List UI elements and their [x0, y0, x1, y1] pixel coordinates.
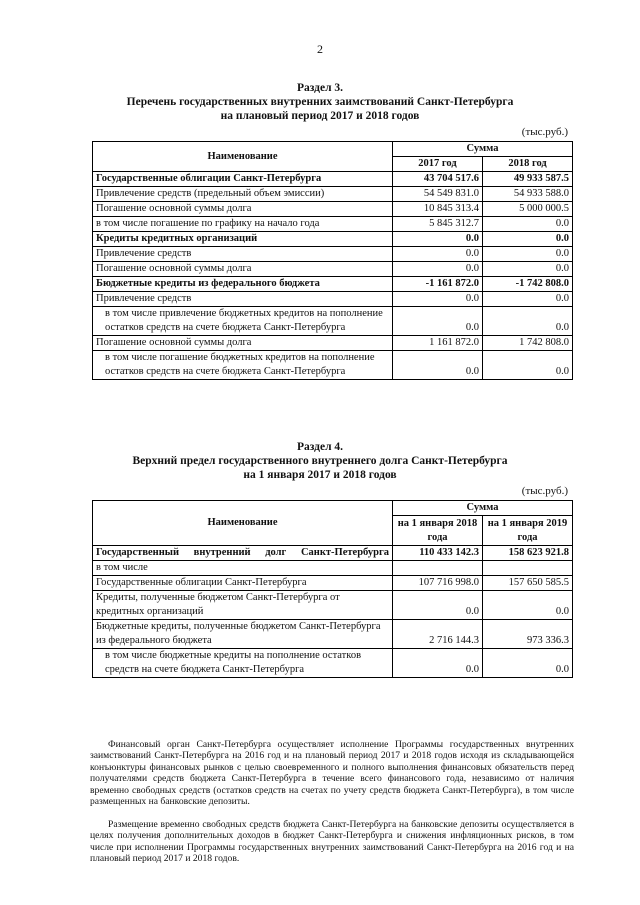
debt-limit-table: [92, 500, 573, 678]
section3-title: Перечень государственных внутренних заимствований Санкт-Петербурга: [126, 96, 514, 108]
table-cell-value: 0.0: [393, 351, 483, 380]
section3-unit: (тыс.руб.): [521, 126, 568, 138]
table-cell-label: в том числе погашение по графику на начало года: [93, 217, 393, 232]
table-cell-value: 0.0: [393, 262, 483, 277]
table-row: [93, 217, 573, 232]
table-cell-value: 5 845 312.7: [393, 217, 483, 232]
table-cell-label: Кредиты кредитных организаций: [93, 232, 393, 247]
table-cell-value: 157 650 585.5: [483, 576, 573, 591]
column-header-name: Наименование: [93, 501, 393, 546]
column-header-2018: на 1 января 2018 года: [393, 516, 483, 546]
table-cell-value: 0.0: [483, 649, 573, 678]
paragraph-deposits: Размещение временно свободных средств бюджета Санкт-Петербурга на банковские депозиты осуществляется в целях получения дополнительных доходов в бюджет Санкт-Петербурга и снижения инфляционных рисков, в том числе при исполнении Программы государственных внутренних заимствований Санкт-Петербурга на 2016 год и на плановый период 2017 и 2018 годов.: [90, 819, 574, 865]
table-cell-value: 0.0: [483, 351, 573, 380]
table-row: [93, 307, 573, 336]
section3-heading: [0, 81, 640, 123]
section3-number: Раздел 3.: [296, 82, 344, 94]
section4-unit: (тыс.руб.): [521, 485, 568, 497]
table-row: [93, 546, 573, 561]
table-cell-value: 5 000 000.5: [483, 202, 573, 217]
table-cell-value: 0.0: [393, 591, 483, 620]
table-row: [93, 620, 573, 649]
table-cell-label: в том числе погашение бюджетных кредитов на пополнение остатков средств на счете бюджета Санкт-Петербурга: [93, 351, 393, 380]
table-cell-value: 0.0: [483, 232, 573, 247]
table-cell-value: [393, 561, 483, 576]
column-header-sum: Сумма: [393, 142, 573, 157]
table-row: [93, 576, 573, 591]
table-cell-label: Государственные облигации Санкт-Петербурга: [93, 576, 393, 591]
column-header-name: Наименование: [93, 142, 393, 172]
table-cell-label: Погашение основной суммы долга: [93, 262, 393, 277]
table-row: [93, 232, 573, 247]
table-cell-value: 10 845 313.4: [393, 202, 483, 217]
table-cell-value: 0.0: [483, 292, 573, 307]
table-row: [93, 172, 573, 187]
table-cell-value: 0.0: [483, 591, 573, 620]
table-cell-label: Привлечение средств: [93, 247, 393, 262]
table-cell-value: 107 716 998.0: [393, 576, 483, 591]
paragraph-execution: Финансовый орган Санкт-Петербурга осуществляет исполнение Программы государственных внутренних заимствований Санкт-Петербурга на 2016 год и на плановый период 2017 и 2018 годов исходя из складывающейся конъюнктуры финансовых рынков с целью своевременного и полного выполнения финансовых обязательств перед получателями средств бюджета Санкт-Петербурга в течение всего финансового года, независимо от наличия временно свободных средств (остатков средств на счетах по учету средств бюджета Санкт-Петербурга), в том числе размещенных на банковские депозиты.: [90, 739, 574, 808]
table-row: [93, 649, 573, 678]
table-cell-label: в том числе: [93, 561, 393, 576]
table-row: [93, 351, 573, 380]
table-cell-label: Кредиты, полученные бюджетом Санкт-Петербурга от кредитных организаций: [93, 591, 393, 620]
table-cell-value: -1 742 808.0: [483, 277, 573, 292]
table-row: [93, 187, 573, 202]
table-cell-value: 0.0: [393, 232, 483, 247]
borrowings-table: [92, 141, 573, 380]
table-cell-label: Бюджетные кредиты, полученные бюджетом Санкт-Петербурга из федерального бюджета: [93, 620, 393, 649]
table-cell-label: Бюджетные кредиты из федерального бюджета: [93, 277, 393, 292]
column-header-2019: на 1 января 2019 года: [483, 516, 573, 546]
table-cell-value: 54 549 831.0: [393, 187, 483, 202]
table-cell-value: [483, 561, 573, 576]
table-cell-label: Погашение основной суммы долга: [93, 336, 393, 351]
column-header-2017: 2017 год: [393, 157, 483, 172]
section4-heading: [0, 440, 640, 482]
table-cell-value: 0.0: [393, 649, 483, 678]
table-row: [93, 591, 573, 620]
table-cell-value: 1 161 872.0: [393, 336, 483, 351]
table-cell-value: 54 933 588.0: [483, 187, 573, 202]
table-row: [93, 336, 573, 351]
table-cell-value: 0.0: [483, 307, 573, 336]
column-header-sum: Сумма: [393, 501, 573, 516]
table-cell-value: 2 716 144.3: [393, 620, 483, 649]
table-cell-value: 49 933 587.5: [483, 172, 573, 187]
table-cell-value: 158 623 921.8: [483, 546, 573, 561]
table-row: [93, 277, 573, 292]
table-row: [93, 247, 573, 262]
table-cell-value: 0.0: [393, 292, 483, 307]
table-cell-label: Погашение основной суммы долга: [93, 202, 393, 217]
table-cell-value: 0.0: [393, 307, 483, 336]
table-cell-value: 1 742 808.0: [483, 336, 573, 351]
table-cell-value: 110 433 142.3: [393, 546, 483, 561]
table-cell-label: Привлечение средств: [93, 292, 393, 307]
table-cell-label: в том числе привлечение бюджетных кредитов на пополнение остатков средств на счете бюджета Санкт-Петербурга: [93, 307, 393, 336]
table-cell-value: 0.0: [483, 247, 573, 262]
table-cell-label: Привлечение средств (предельный объем эмиссии): [93, 187, 393, 202]
table-row: [93, 292, 573, 307]
table-cell-value: 0.0: [483, 217, 573, 232]
table-cell-label: в том числе бюджетные кредиты на пополнение остатков средств на счете бюджета Санкт-Петербурга: [93, 649, 393, 678]
table-row: [93, 561, 573, 576]
table-cell-value: 0.0: [393, 247, 483, 262]
page-number: 2: [317, 42, 323, 56]
table-row: [93, 262, 573, 277]
table-cell-value: 0.0: [483, 262, 573, 277]
section3-subtitle: на плановый период 2017 и 2018 годов: [220, 110, 420, 122]
column-header-2018: 2018 год: [483, 157, 573, 172]
section4-title: Верхний предел государственного внутреннего долга Санкт-Петербурга: [132, 455, 508, 467]
section4-subtitle: на 1 января 2017 и 2018 годов: [243, 469, 397, 481]
table-row: [93, 202, 573, 217]
table-cell-value: 43 704 517.6: [393, 172, 483, 187]
table-cell-label: Государственный внутренний долг Санкт-Петербурга: [93, 546, 393, 561]
section4-number: Раздел 4.: [296, 441, 344, 453]
table-cell-value: -1 161 872.0: [393, 277, 483, 292]
table-cell-label: Государственные облигации Санкт-Петербурга: [93, 172, 393, 187]
table-cell-value: 973 336.3: [483, 620, 573, 649]
